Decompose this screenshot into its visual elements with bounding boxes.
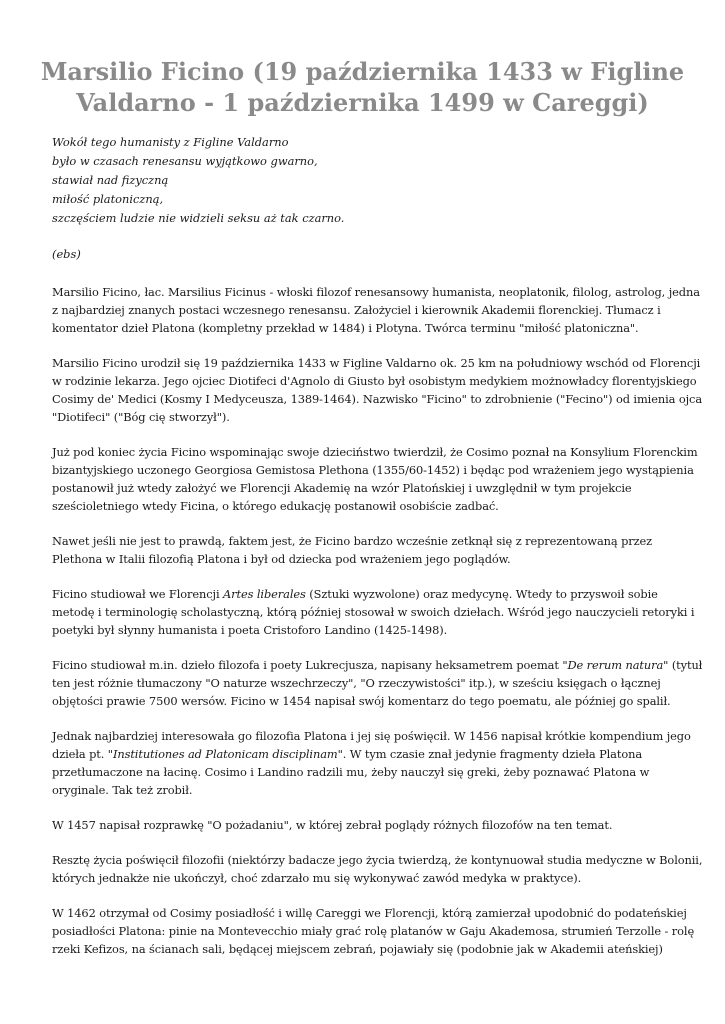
body-paragraph: [52, 354, 703, 426]
paragraph-line: Marsilio Ficino, łac. Marsilius Ficinus - włoski filozof renesansowy humanista, neoplatonik, filolog, astrolog, jedna: [52, 285, 700, 299]
paragraph-line: oryginale. Tak też zrobił.: [52, 783, 193, 797]
body-paragraph: [52, 585, 695, 639]
paragraph-line: Nawet jeśli nie jest to prawdą, faktem jest, że Ficino bardzo wcześnie zetknął się z reprezentowaną przez: [52, 534, 653, 548]
body-paragraph: [52, 904, 695, 958]
paragraph-line: Marsilio Ficino urodził się 19 października 1433 w Figline Valdarno ok. 25 km na południowy wschód od Florencji: [52, 356, 701, 370]
poem-line: było w czasach renesansu wyjątkowo gwarno,: [52, 154, 318, 168]
poem-line: miłość platoniczną,: [52, 192, 164, 206]
paragraph-line: komentator dzieł Platona (kompletny przekład w 1484) i Plotyna. Twórca terminu "miłość platoniczna".: [52, 321, 639, 335]
poem-line: szczęściem ludzie nie widzieli seksu aż tak czarno.: [52, 211, 345, 225]
poem-signature: (ebs): [52, 247, 81, 261]
paragraph-line: dzieła pt. "Institutiones ad Platonicam disciplinam". W tym czasie znał jedynie fragmenty dzieła Platona: [52, 747, 643, 761]
paragraph-line: sześcioletniego wtedy Ficina, o którego edukację postanowił osobiście zadbać.: [52, 499, 499, 513]
paragraph-line: ten jest różnie tłumaczony "O naturze wszechrzeczy", "O rzeczywistości" itp.), w sześciu księgach o łącznej: [52, 676, 661, 690]
paragraph-line: Jednak najbardziej interesowała go filozofia Platona i jej się poświęcił. W 1456 napisał krótkie kompendium jego: [52, 729, 691, 743]
limerick-poem: [52, 133, 678, 228]
paragraph-line: objętości prawie 7500 wersów. Ficino w 1454 napisał swój komentarz do tego poematu, ale później go spalił.: [52, 694, 671, 708]
paragraph-line: przetłumaczone na łacinę. Cosimo i Landino radzili mu, żeby nauczył się greki, żeby poznawać Platona w: [52, 765, 650, 779]
body-paragraph: [52, 532, 678, 568]
italic-title: Institutiones ad Platonicam disciplinam: [112, 747, 338, 761]
paragraph-line: postanowił już wtedy założyć we Florencji Akademię na wzór Platońskiej i uwzględnił w tym projekcie: [52, 481, 632, 495]
page-title: Marsilio Ficino (19 października 1433 w Figline Valdarno - 1 października 1499 w Careggi): [40, 57, 685, 117]
body-paragraph: [52, 816, 678, 834]
body-paragraph: [52, 727, 691, 799]
italic-title: De rerum natura: [567, 658, 664, 672]
body-paragraph: [52, 283, 700, 337]
paragraph-line: posiadłości Platona: pinie na Montevecchio miały grać rolę platanów w Gaju Akademosa, strumień Terzolle - rolę: [52, 924, 695, 938]
body-paragraph: [52, 656, 703, 710]
paragraph-line: rzeki Kefizos, na ścianach sali, będącej miejscem zebrań, pojawiały się (podobnie jak w Akademii ateńskiej): [52, 942, 663, 956]
paragraph-line: Plethona w Italii filozofią Platona i był od dziecka pod wrażeniem jego poglądów.: [52, 552, 511, 566]
body-paragraph: [52, 851, 703, 887]
article-body: [52, 133, 703, 975]
poem-line: stawiał nad fizyczną: [52, 173, 169, 187]
paragraph-line: W 1462 otrzymał od Cosimy posiadłość i willę Careggi we Florencji, którą zamierzał upodobnić do podateńskiej: [52, 906, 687, 920]
paragraph-line: metodę i terminologię scholastyczną, którą później stosował w swoich dziełach. Wśród jego nauczycieli retoryki i: [52, 605, 695, 619]
paragraph-line: poetyki był słynny humanista i poeta Cristoforo Landino (1425-1498).: [52, 623, 448, 637]
paragraph-line: Resztę życia poświęcił filozofii (niektórzy badacze jego życia twierdzą, że kontynuował studia medyczne w Bolonii,: [52, 853, 703, 867]
paragraph-line: których jednakże nie ukończył, choć zdarzało mu się wykonywać zawód medyka w praktyce).: [52, 871, 582, 885]
paragraph-line: "Diotifeci" ("Bóg cię stworzył").: [52, 410, 230, 424]
italic-title: Artes liberales: [223, 587, 306, 601]
poem-line: Wokół tego humanisty z Figline Valdarno: [52, 135, 289, 149]
paragraph-line: W 1457 napisał rozprawkę "O pożadaniu", w której zebrał poglądy różnych filozofów na ten temat.: [52, 818, 613, 832]
paragraph-list: [52, 283, 703, 958]
paragraph-line: w rodzinie lekarza. Jego ojciec Diotifeci d'Agnolo di Giusto był osobistym medykiem możnowładcy florentyjskiego: [52, 374, 697, 388]
paragraph-line: Ficino studiował m.in. dzieło filozofa i poety Lukrecjusza, napisany heksametrem poemat "De rerum natura" (tytuł: [52, 658, 703, 672]
paragraph-line: z najbardziej znanych postaci wczesnego renesansu. Założyciel i kierownik Akademii florenckiej. Tłumacz i: [52, 303, 661, 317]
paragraph-line: Już pod koniec życia Ficino wspominając swoje dzieciństwo twierdził, że Cosimo poznał na Konsylium Florenckim: [52, 445, 698, 459]
body-paragraph: [52, 443, 698, 515]
paragraph-line: bizantyjskiego uczonego Georgiosa Gemistosa Plethona (1355/60-1452) i będąc pod wrażeniem jego wystąpienia: [52, 463, 694, 477]
paragraph-line: Ficino studiował we Florencji Artes liberales (Sztuki wyzwolone) oraz medycynę. Wtedy to przyswoił sobie: [52, 587, 658, 601]
paragraph-line: Cosimy de' Medici (Kosmy I Medyceusza, 1389-1464). Nazwisko "Ficino" to zdrobnienie ("Fecino") od imienia ojca: [52, 392, 703, 406]
